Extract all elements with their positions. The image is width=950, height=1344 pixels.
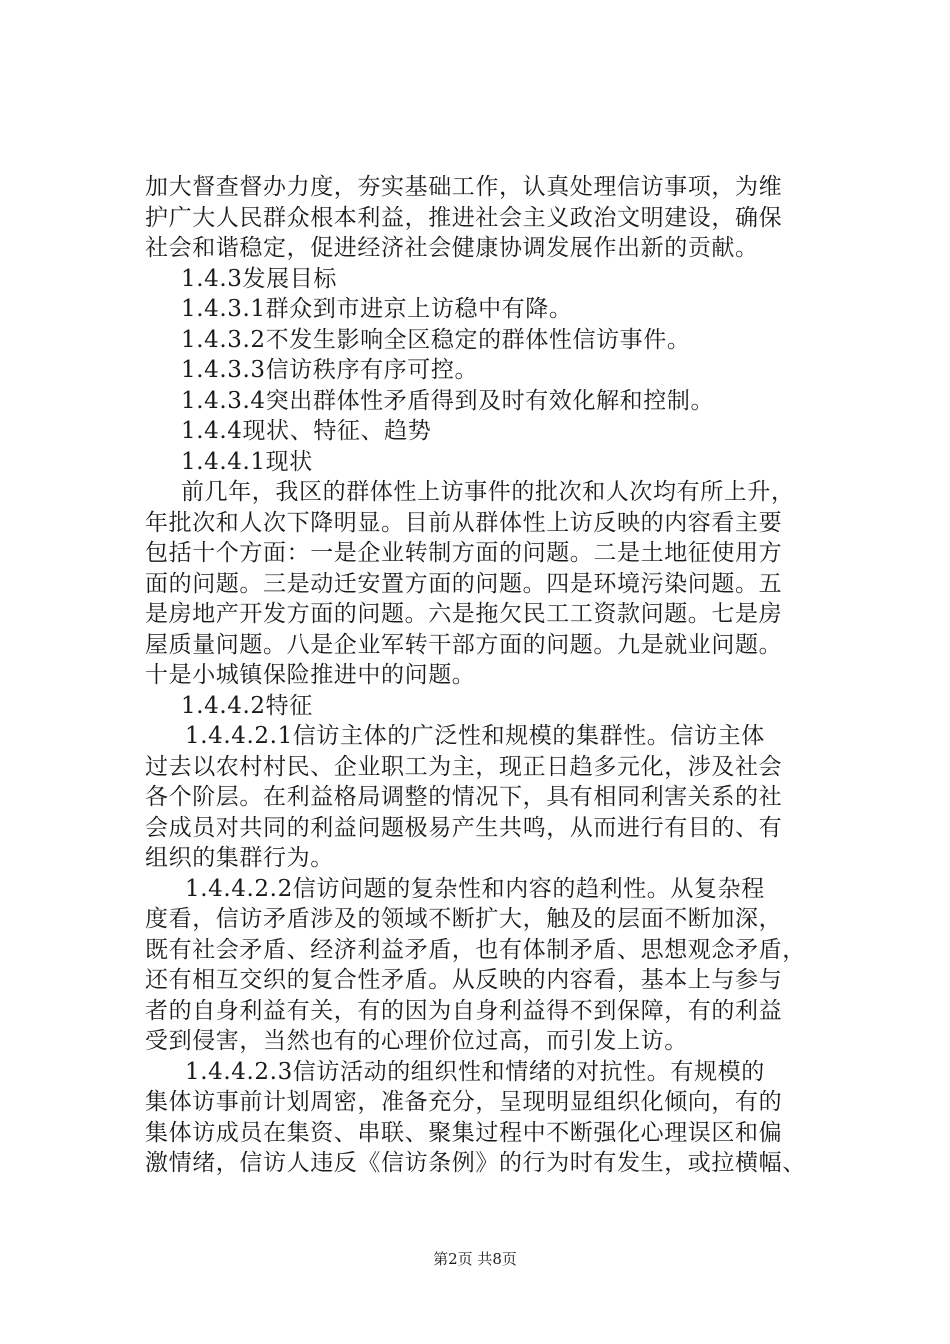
list-item: 1.4.3.4突出群体性矛盾得到及时有效化解和控制。 (181, 387, 715, 414)
text-line: 既有社会矛盾、经济利益矛盾，也有体制矛盾、思想观念矛盾， (145, 936, 806, 963)
page-number-label: 第2页 共8页 (433, 1250, 517, 1268)
text-line: 还有相互交织的复合性矛盾。从反映的内容看，基本上与参与 (145, 967, 783, 993)
subsection-heading: 1.4.4.2特征 (181, 692, 313, 719)
text-line: 包括十个方面：一是企业转制方面的问题。二是土地征使用方 (145, 540, 783, 566)
list-item: 1.4.3.3信访秩序有序可控。 (181, 357, 479, 383)
text-line: 是房地产开发方面的问题。六是拖欠民工工资款问题。七是房 (145, 601, 783, 627)
paragraph-first-line: 前几年，我区的群体性上访事件的批次和人次均有所上升， (181, 479, 795, 505)
text-line: 加大督查督办力度，夯实基础工作，认真处理信访事项，为维 (145, 174, 783, 200)
section-heading: 1.4.3发展目标 (181, 265, 337, 292)
subsection-heading: 1.4.4.1现状 (181, 448, 313, 475)
paragraph-first-line: 1.4.4.2.3信访活动的组织性和情绪的对抗性。有规模的 (185, 1058, 765, 1085)
text-line: 屋质量问题。八是企业军转干部方面的问题。九是就业问题。 (145, 631, 783, 658)
list-item: 1.4.3.1群众到市进京上访稳中有降。 (181, 296, 573, 322)
text-line: 护广大人民群众根本利益，推进社会主义政治文明建设，确保 (145, 204, 783, 231)
text-line: 集体访成员在集资、串联、聚集过程中不断强化心理误区和偏 (145, 1119, 783, 1146)
list-item: 1.4.3.2不发生影响全区稳定的群体性信访事件。 (181, 326, 691, 353)
text-line: 受到侵害，当然也有的心理价位过高，而引发上访。 (145, 1028, 688, 1054)
paragraph-first-line: 1.4.4.2.2信访问题的复杂性和内容的趋利性。从复杂程 (185, 875, 765, 902)
text-line: 过去以农村村民、企业职工为主，现正日趋多元化，涉及社会 (145, 753, 783, 780)
text-line: 年批次和人次下降明显。目前从群体性上访反映的内容看主要 (145, 509, 783, 536)
text-line: 者的自身利益有关，有的因为自身利益得不到保障，有的利益 (145, 997, 783, 1024)
section-heading: 1.4.4现状、特征、趋势 (181, 418, 432, 444)
text-line: 社会和谐稳定，促进经济社会健康协调发展作出新的贡献。 (145, 235, 759, 261)
page-footer (0, 1248, 950, 1269)
text-line: 组织的集群行为。 (145, 845, 334, 871)
paragraph-first-line: 1.4.4.2.1信访主体的广泛性和规模的集群性。信访主体 (185, 723, 765, 749)
text-line: 激情绪，信访人违反《信访条例》的行为时有发生，或拉横幅、 (145, 1150, 806, 1176)
text-line: 度看，信访矛盾涉及的领域不断扩大，触及的层面不断加深， (145, 906, 783, 932)
text-line: 集体访事前计划周密，准备充分，呈现明显组织化倾向，有的 (145, 1089, 783, 1115)
document-body (145, 172, 845, 1179)
text-line: 十是小城镇保险推进中的问题。 (145, 662, 476, 688)
text-line: 各个阶层。在利益格局调整的情况下，具有相同利害关系的社 (145, 784, 783, 810)
text-line: 会成员对共同的利益问题极易产生共鸣，从而进行有目的、有 (145, 814, 783, 841)
text-line: 面的问题。三是动迁安置方面的问题。四是环境污染问题。五 (145, 570, 783, 597)
